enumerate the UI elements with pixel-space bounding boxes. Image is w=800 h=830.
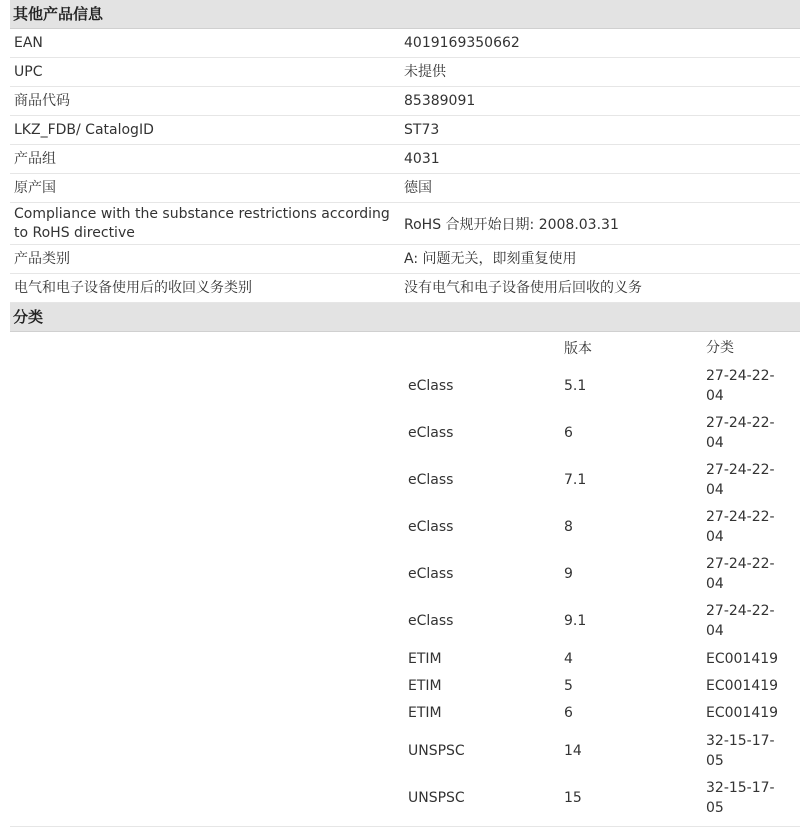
info-value: 85389091 bbox=[404, 93, 476, 109]
classification-row bbox=[10, 775, 800, 821]
info-row-catalog-id bbox=[10, 116, 800, 145]
classification-code: 27-24-22- 04 bbox=[706, 603, 775, 639]
classification-code: 27-24-22- 04 bbox=[706, 462, 775, 498]
other-info-header: 其他产品信息 bbox=[10, 0, 800, 29]
classification-system: eClass bbox=[408, 613, 454, 629]
classification-row bbox=[10, 504, 800, 550]
info-label: Compliance with the substance restrictions according to RoHS directive bbox=[14, 205, 390, 241]
classification-code: 27-24-22- 04 bbox=[706, 368, 775, 404]
info-value: 4019169350662 bbox=[404, 35, 520, 51]
classification-system: UNSPSC bbox=[408, 743, 465, 759]
classification-version: 5.1 bbox=[564, 378, 587, 394]
info-row-product-category bbox=[10, 245, 800, 274]
classification-version: 5 bbox=[564, 678, 573, 694]
info-row-product-group bbox=[10, 145, 800, 174]
classification-version: 8 bbox=[564, 519, 573, 535]
info-row-ean bbox=[10, 29, 800, 58]
classification-version: 14 bbox=[564, 743, 582, 759]
info-value: ST73 bbox=[404, 122, 440, 138]
classification-code: 32-15-17- 05 bbox=[706, 780, 775, 816]
classification-code: EC001419 bbox=[706, 678, 779, 694]
info-row-commodity-code bbox=[10, 87, 800, 116]
info-value: A: 问题无关，即刻重复使用 bbox=[404, 251, 577, 267]
info-value: 德国 bbox=[404, 180, 432, 196]
info-value: RoHS 合规开始日期: 2008.03.31 bbox=[404, 216, 619, 233]
classification-row bbox=[10, 598, 800, 644]
classification-row bbox=[10, 410, 800, 456]
classification-row bbox=[10, 551, 800, 597]
classification-version: 6 bbox=[564, 705, 573, 721]
classification-version: 9.1 bbox=[564, 613, 587, 629]
info-row-rohs bbox=[10, 203, 800, 245]
classification-code: EC001419 bbox=[706, 705, 779, 721]
classification-row bbox=[10, 363, 800, 409]
info-value: 没有电气和电子设备使用后回收的义务 bbox=[404, 280, 642, 296]
classification-row bbox=[10, 728, 800, 774]
classification-version: 15 bbox=[564, 790, 582, 806]
class-column-header: 分类 bbox=[706, 340, 734, 356]
classification-system: ETIM bbox=[408, 678, 442, 694]
info-label: 原产国 bbox=[14, 180, 56, 196]
classification-version: 7.1 bbox=[564, 472, 587, 488]
info-label: 商品代码 bbox=[14, 93, 70, 109]
classification-column-headers bbox=[10, 338, 800, 360]
classification-row bbox=[10, 700, 800, 726]
classification-system: eClass bbox=[408, 425, 454, 441]
product-info-panel bbox=[10, 0, 800, 827]
info-label: LKZ_FDB/ CatalogID bbox=[14, 122, 154, 138]
classification-system: ETIM bbox=[408, 705, 442, 721]
classification-row bbox=[10, 646, 800, 672]
classification-table bbox=[10, 332, 800, 827]
classification-code: EC001419 bbox=[706, 651, 779, 667]
info-row-country-of-origin bbox=[10, 174, 800, 203]
version-column-header: 版本 bbox=[564, 341, 592, 357]
classification-system: eClass bbox=[408, 378, 454, 394]
info-row-weee-category bbox=[10, 274, 800, 303]
info-label: UPC bbox=[14, 64, 43, 80]
classification-version: 4 bbox=[564, 651, 573, 667]
classification-version: 6 bbox=[564, 425, 573, 441]
info-label: 产品类别 bbox=[14, 251, 70, 267]
info-row-upc bbox=[10, 58, 800, 87]
info-label: EAN bbox=[14, 35, 43, 51]
info-value: 未提供 bbox=[404, 64, 446, 80]
classification-code: 27-24-22- 04 bbox=[706, 509, 775, 545]
classification-header: 分类 bbox=[10, 303, 800, 332]
classification-version: 9 bbox=[564, 566, 573, 582]
classification-system: ETIM bbox=[408, 651, 442, 667]
classification-system: UNSPSC bbox=[408, 790, 465, 806]
classification-code: 32-15-17- 05 bbox=[706, 733, 775, 769]
info-label: 电气和电子设备使用后的收回义务类别 bbox=[14, 280, 252, 296]
classification-row bbox=[10, 457, 800, 503]
classification-row bbox=[10, 673, 800, 699]
info-label: 产品组 bbox=[14, 151, 56, 167]
info-value: 4031 bbox=[404, 151, 440, 167]
classification-system: eClass bbox=[408, 566, 454, 582]
classification-code: 27-24-22- 04 bbox=[706, 556, 775, 592]
classification-system: eClass bbox=[408, 472, 454, 488]
classification-system: eClass bbox=[408, 519, 454, 535]
classification-code: 27-24-22- 04 bbox=[706, 415, 775, 451]
